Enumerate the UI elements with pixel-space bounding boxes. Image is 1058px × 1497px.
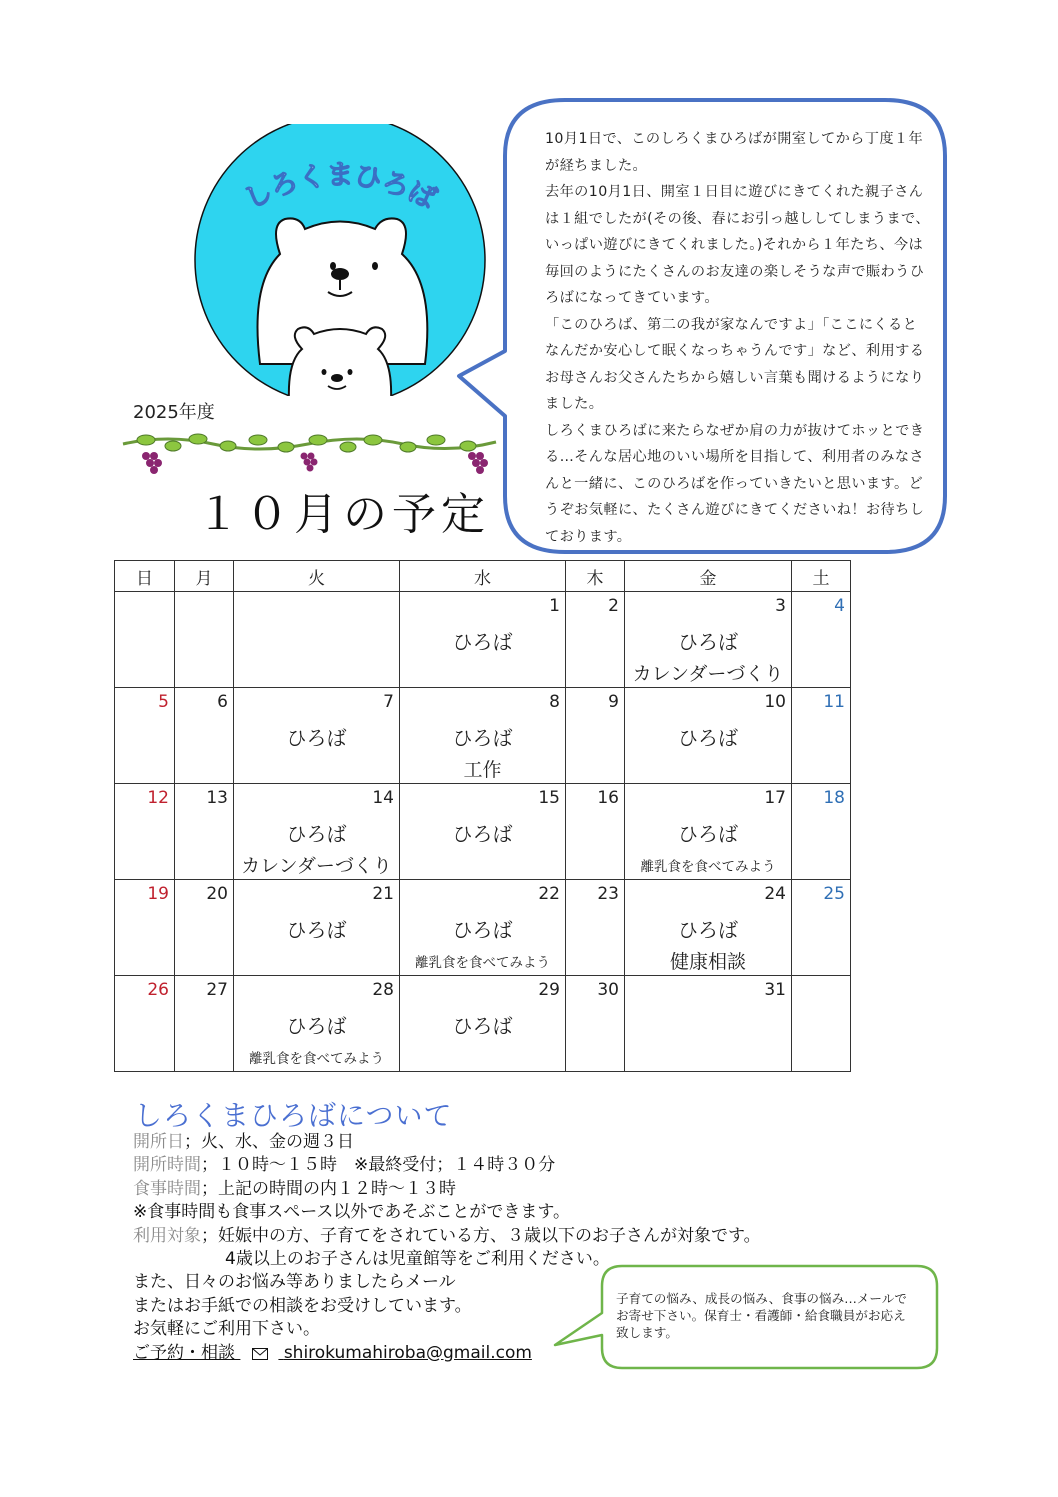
day-number: 16 (597, 788, 619, 808)
calendar-week-row (115, 880, 851, 976)
calendar-day-cell (400, 880, 566, 976)
page-title: １０月の予定 (196, 489, 490, 540)
event-sub: 離乳食を食べてみよう (640, 859, 776, 875)
day-number: 10 (764, 692, 786, 712)
event-main: ひろば (452, 630, 513, 654)
mail-icon (252, 1344, 268, 1367)
calendar-day-cell (792, 688, 851, 784)
calendar-day-cell (175, 880, 234, 976)
day-number: 1 (549, 596, 560, 616)
calendar-week-row (115, 976, 851, 1072)
day-number: 6 (217, 692, 228, 712)
calendar-day-cell (625, 592, 792, 688)
event-sub: 健康相談 (669, 951, 746, 973)
message-paragraph: 去年の10月1日、開室１日目に遊びにきてくれた親子さんは１組でしたが(その後、春にお引っ越ししてしまうまで、いっぱい遊びにきてくれました。)それから１年たち、今は毎回のようにたくさんのお友達の楽しそうな声で賑わうひろばになってきています。 (545, 184, 930, 306)
calendar-week-row (115, 784, 851, 880)
day-number: 27 (206, 980, 228, 1000)
calendar-day-cell (175, 688, 234, 784)
event-main: ひろば (678, 822, 738, 846)
logo (190, 124, 490, 396)
message-paragraph: 「このひろば、第二の我が家なんですよ」「ここにくるとなんだか安心して眠くなっちゃうんです」など、利用するお母さんお父さんたちから嬉しい言葉も聞けるようになりました。 (545, 316, 925, 412)
day-number: 22 (538, 884, 560, 904)
calendar-table (114, 560, 851, 1072)
day-number: 15 (538, 788, 560, 808)
event-main: ひろば (678, 726, 738, 750)
calendar-day-cell (566, 880, 625, 976)
event-main: ひろば (286, 1014, 347, 1038)
calendar-week-row (115, 688, 851, 784)
target-value: ；妊娠中の方、子育てをされている方、３歳以下のお子さんが対象です。 (201, 1225, 761, 1246)
target-line (133, 1225, 761, 1248)
day-number: 24 (764, 884, 786, 904)
day-number: 12 (147, 788, 169, 808)
day-number: 2 (608, 596, 619, 616)
calendar-day-cell (115, 880, 175, 976)
hours-line (133, 1154, 761, 1177)
day-number: 9 (608, 692, 619, 712)
event-main: ひろば (452, 918, 513, 942)
weekday-header: 日 (115, 561, 175, 592)
event-main: ひろば (678, 630, 738, 654)
message-paragraph: 10月1日で、このしろくまひろばが開室してから丁度１年が経ちました。 (545, 131, 924, 174)
day-number: 14 (372, 788, 394, 808)
day-number: 25 (823, 884, 845, 904)
consult-line: お気軽にご利用下さい。 (133, 1319, 320, 1340)
calendar-day-cell (115, 688, 175, 784)
meal-line (133, 1178, 761, 1201)
day-number: 5 (158, 692, 169, 712)
hours-value: ；１０時～１５時 ※最終受付；１４時３０分 (201, 1155, 556, 1176)
day-number: 11 (823, 692, 845, 712)
weekday-header: 金 (625, 561, 792, 592)
calendar-day-cell (400, 688, 566, 784)
calendar-day-cell (792, 784, 851, 880)
calendar-week-row (115, 592, 851, 688)
calendar-day-cell (115, 784, 175, 880)
calendar-day-cell (625, 688, 792, 784)
consult-line: またはお手紙での相談をお受けしています。 (133, 1295, 472, 1316)
day-number: 18 (823, 788, 845, 808)
calendar-day-cell (625, 976, 792, 1072)
calendar-day-cell (175, 976, 234, 1072)
meal-value: ；上記の時間の内１２時～１３時 (201, 1178, 456, 1199)
event-sub: 離乳食を食べてみよう (249, 1051, 384, 1067)
day-number: 23 (597, 884, 619, 904)
event-sub: カレンダーづくり (632, 663, 784, 685)
calendar-day-cell (175, 592, 234, 688)
day-number: 19 (147, 884, 169, 904)
calendar-day-cell (234, 592, 400, 688)
event-main: ひろば (286, 726, 347, 750)
calendar-day-cell (625, 880, 792, 976)
contact-label: ご予約・相談 (133, 1342, 235, 1363)
event-main: ひろば (452, 726, 513, 750)
consult-line: また、日々のお悩み等ありましたらメール (133, 1272, 456, 1293)
day-number: 3 (775, 596, 786, 616)
calendar-day-cell (115, 976, 175, 1072)
calendar-day-cell (625, 784, 792, 880)
calendar-day-cell (175, 784, 234, 880)
calendar-day-cell (234, 976, 400, 1072)
event-main: ひろば (286, 822, 347, 846)
calendar-day-cell (400, 592, 566, 688)
contact-email-link[interactable]: shirokumahiroba@gmail.com (283, 1342, 532, 1363)
calendar-day-cell (400, 976, 566, 1072)
calendar-day-cell (234, 784, 400, 880)
calendar-day-cell (792, 592, 851, 688)
day-number: 8 (549, 692, 560, 712)
day-number: 31 (764, 980, 786, 1000)
calendar-header-row (115, 561, 851, 592)
event-main: ひろば (286, 918, 347, 942)
calendar-day-cell (234, 880, 400, 976)
message-paragraph: しろくまひろばに来たらなぜか肩の力が抜けてホッとできる…そんな居心地のいい場所を目指して、利用者のみなさんと一緒に、このひろばを作っていきたいと思います。どうぞお気軽に、たくさん遊びにきてくださいね！お待ちしております。 (545, 422, 925, 545)
weekday-header: 火 (234, 561, 400, 592)
weekday-header: 水 (400, 561, 566, 592)
day-number: 26 (147, 980, 169, 1000)
target-note: 4歳以上のお子さんは児童館等をご利用ください。 (225, 1249, 610, 1270)
event-sub: 離乳食を食べてみよう (415, 955, 550, 971)
open-days-value: ；火、水、金の週３日 (184, 1132, 354, 1152)
day-number: 20 (206, 884, 228, 904)
about-title: しろくまひろばについて (134, 1099, 453, 1132)
day-number: 17 (764, 788, 786, 808)
day-number: 30 (597, 980, 619, 1000)
calendar-day-cell (566, 688, 625, 784)
event-sub: 工作 (463, 759, 502, 781)
meal-note: ※食事時間も食事スペース以外であそぶことができます。 (133, 1202, 571, 1223)
calendar-day-cell (234, 688, 400, 784)
calendar-day-cell (400, 784, 566, 880)
day-number: 4 (834, 596, 845, 616)
day-number: 28 (372, 980, 394, 1000)
message-text (545, 126, 930, 550)
note-text: 子育ての悩み、成長の悩み、食事の悩み…メールでお寄せ下さい。保育士・看護師・給食職員がお応え致します。 (616, 1291, 907, 1340)
open-days-label: 開所日 (133, 1132, 184, 1152)
day-number: 21 (372, 884, 394, 904)
weekday-header: 土 (792, 561, 851, 592)
calendar-day-cell (566, 784, 625, 880)
event-main: ひろば (678, 918, 738, 942)
day-number: 7 (383, 692, 394, 712)
weekday-header: 月 (175, 561, 234, 592)
event-sub: カレンダーづくり (241, 855, 392, 877)
grape-vine-icon (118, 430, 498, 480)
event-main: ひろば (452, 1014, 513, 1038)
weekday-header: 木 (566, 561, 625, 592)
fiscal-year: 2025年度 (133, 402, 215, 423)
meal-label: 食事時間 (133, 1178, 201, 1199)
target-label: 利用対象 (133, 1225, 201, 1246)
logo-text: しろくまひろば (239, 160, 441, 216)
day-number: 13 (206, 788, 228, 808)
calendar-body (115, 592, 851, 1072)
open-days-line (133, 1131, 761, 1154)
calendar-day-cell (115, 592, 175, 688)
calendar-day-cell (566, 592, 625, 688)
day-number: 29 (538, 980, 560, 1000)
calendar-day-cell (792, 976, 851, 1072)
event-main: ひろば (452, 822, 513, 846)
calendar-day-cell (792, 880, 851, 976)
calendar-day-cell (566, 976, 625, 1072)
hours-label: 開所時間 (133, 1155, 201, 1176)
